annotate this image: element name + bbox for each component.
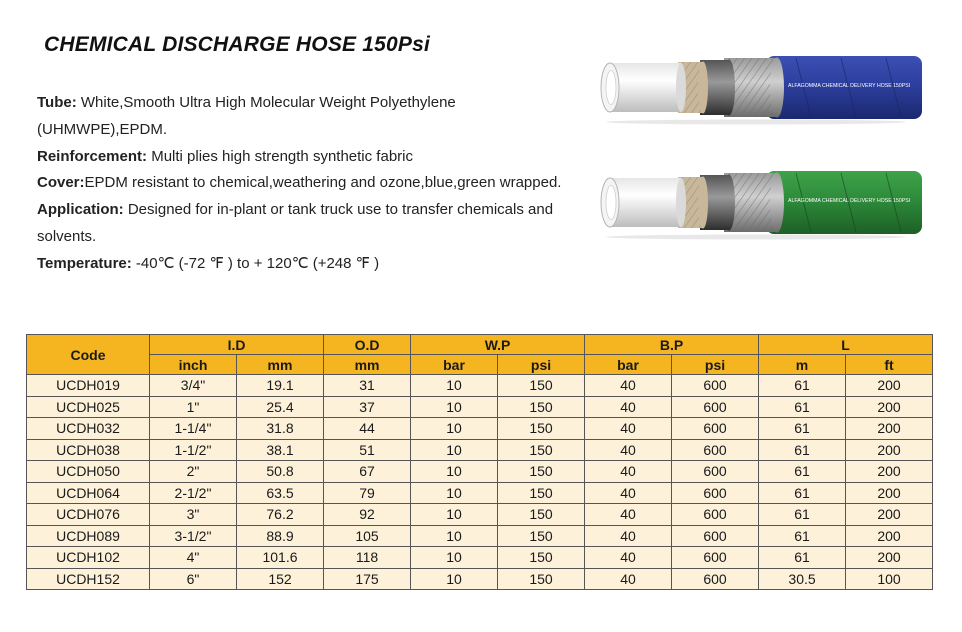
table-cell: 101.6 bbox=[237, 547, 324, 569]
table-cell: 150 bbox=[498, 568, 585, 590]
table-cell: 150 bbox=[498, 547, 585, 569]
table-row bbox=[27, 482, 933, 504]
table-cell: 10 bbox=[411, 418, 498, 440]
table-cell: 63.5 bbox=[237, 482, 324, 504]
spec-application bbox=[37, 197, 567, 251]
table-cell: 10 bbox=[411, 525, 498, 547]
table-cell: 38.1 bbox=[237, 439, 324, 461]
table-cell: 200 bbox=[846, 375, 933, 397]
page-title: CHEMICAL DISCHARGE HOSE 150Psi bbox=[44, 33, 431, 56]
green-hose-image bbox=[596, 165, 926, 240]
spec-text: -40℃ (-72 ℉ ) to + 120℃ (+248 ℉ ) bbox=[131, 254, 380, 272]
table-cell: 51 bbox=[324, 439, 411, 461]
table-cell: 600 bbox=[672, 482, 759, 504]
header-l: L bbox=[759, 335, 933, 355]
table-cell: 19.1 bbox=[237, 375, 324, 397]
table-row bbox=[27, 375, 933, 397]
spec-label: Temperature: bbox=[37, 254, 132, 272]
unit-header: m bbox=[759, 355, 846, 375]
table-row bbox=[27, 547, 933, 569]
code-cell: UCDH102 bbox=[27, 547, 150, 569]
table-cell: 3-1/2" bbox=[150, 525, 237, 547]
table-cell: 600 bbox=[672, 547, 759, 569]
table-row bbox=[27, 439, 933, 461]
table-unit-header-row bbox=[27, 355, 933, 375]
spec-text: Designed for in-plant or tank truck use to transfer chemicals and solvents. bbox=[37, 201, 554, 245]
table-cell: 61 bbox=[759, 547, 846, 569]
table-cell: 600 bbox=[672, 418, 759, 440]
table-cell: 88.9 bbox=[237, 525, 324, 547]
unit-header: psi bbox=[672, 355, 759, 375]
table-cell: 150 bbox=[498, 418, 585, 440]
unit-header: psi bbox=[498, 355, 585, 375]
table-cell: 40 bbox=[585, 504, 672, 526]
hose-print-text: ALFAGOMMA CHEMICAL DELIVERY HOSE 150PSI bbox=[788, 83, 911, 89]
table-cell: 150 bbox=[498, 461, 585, 483]
unit-header: bar bbox=[411, 355, 498, 375]
code-cell: UCDH050 bbox=[27, 461, 150, 483]
hose-print-text: ALFAGOMMA CHEMICAL DELIVERY HOSE 150PSI bbox=[788, 198, 911, 204]
table-cell: 150 bbox=[498, 396, 585, 418]
header-od: O.D bbox=[324, 335, 411, 355]
table-cell: 175 bbox=[324, 568, 411, 590]
table-cell: 152 bbox=[237, 568, 324, 590]
table-cell: 40 bbox=[585, 525, 672, 547]
table-cell: 600 bbox=[672, 461, 759, 483]
table-cell: 10 bbox=[411, 547, 498, 569]
table-cell: 2-1/2" bbox=[150, 482, 237, 504]
spec-label: Application: bbox=[37, 201, 124, 219]
table-cell: 37 bbox=[324, 396, 411, 418]
table-cell: 76.2 bbox=[237, 504, 324, 526]
unit-header: bar bbox=[585, 355, 672, 375]
table-cell: 600 bbox=[672, 504, 759, 526]
unit-header: mm bbox=[324, 355, 411, 375]
table-cell: 10 bbox=[411, 504, 498, 526]
table-body bbox=[27, 375, 933, 590]
table-cell: 31.8 bbox=[237, 418, 324, 440]
spec-description bbox=[37, 90, 567, 278]
table-cell: 200 bbox=[846, 547, 933, 569]
table-row bbox=[27, 418, 933, 440]
table-cell: 10 bbox=[411, 439, 498, 461]
table-cell: 6" bbox=[150, 568, 237, 590]
table-cell: 31 bbox=[324, 375, 411, 397]
table-cell: 200 bbox=[846, 504, 933, 526]
table-cell: 150 bbox=[498, 375, 585, 397]
hose-spec-table bbox=[26, 334, 933, 590]
table-cell: 30.5 bbox=[759, 568, 846, 590]
table-cell: 600 bbox=[672, 375, 759, 397]
header-bp: B.P bbox=[585, 335, 759, 355]
header-code: Code bbox=[27, 335, 150, 375]
table-cell: 10 bbox=[411, 396, 498, 418]
unit-header: mm bbox=[237, 355, 324, 375]
table-row bbox=[27, 461, 933, 483]
table-cell: 61 bbox=[759, 482, 846, 504]
table-group-header-row bbox=[27, 335, 933, 355]
table-cell: 200 bbox=[846, 482, 933, 504]
code-cell: UCDH152 bbox=[27, 568, 150, 590]
table-cell: 61 bbox=[759, 418, 846, 440]
table-cell: 10 bbox=[411, 375, 498, 397]
table-cell: 150 bbox=[498, 482, 585, 504]
table-cell: 150 bbox=[498, 504, 585, 526]
table-row bbox=[27, 396, 933, 418]
table-cell: 150 bbox=[498, 439, 585, 461]
table-cell: 200 bbox=[846, 525, 933, 547]
table-cell: 1" bbox=[150, 396, 237, 418]
table-cell: 2" bbox=[150, 461, 237, 483]
code-cell: UCDH025 bbox=[27, 396, 150, 418]
table-cell: 200 bbox=[846, 461, 933, 483]
table-row bbox=[27, 504, 933, 526]
spec-reinforcement bbox=[37, 144, 567, 171]
table-cell: 79 bbox=[324, 482, 411, 504]
table-cell: 61 bbox=[759, 439, 846, 461]
table-cell: 200 bbox=[846, 439, 933, 461]
table-cell: 61 bbox=[759, 525, 846, 547]
table-cell: 600 bbox=[672, 525, 759, 547]
code-cell: UCDH019 bbox=[27, 375, 150, 397]
table-cell: 92 bbox=[324, 504, 411, 526]
table-row bbox=[27, 525, 933, 547]
code-cell: UCDH038 bbox=[27, 439, 150, 461]
table-cell: 40 bbox=[585, 375, 672, 397]
table-cell: 40 bbox=[585, 396, 672, 418]
table-cell: 10 bbox=[411, 461, 498, 483]
header-wp: W.P bbox=[411, 335, 585, 355]
table-cell: 118 bbox=[324, 547, 411, 569]
code-cell: UCDH032 bbox=[27, 418, 150, 440]
table-cell: 50.8 bbox=[237, 461, 324, 483]
table-cell: 61 bbox=[759, 504, 846, 526]
table-cell: 4" bbox=[150, 547, 237, 569]
spec-text: Multi plies high strength synthetic fabric bbox=[147, 147, 413, 165]
table-cell: 40 bbox=[585, 568, 672, 590]
unit-header: ft bbox=[846, 355, 933, 375]
table-cell: 40 bbox=[585, 418, 672, 440]
table-cell: 3/4" bbox=[150, 375, 237, 397]
table-cell: 600 bbox=[672, 568, 759, 590]
table-cell: 200 bbox=[846, 418, 933, 440]
spec-text: White,Smooth Ultra High Molecular Weight Polyethylene (UHMWPE),EPDM. bbox=[37, 94, 456, 138]
table-cell: 1-1/2" bbox=[150, 439, 237, 461]
unit-header: inch bbox=[150, 355, 237, 375]
table-cell: 40 bbox=[585, 439, 672, 461]
table-cell: 10 bbox=[411, 568, 498, 590]
table-cell: 44 bbox=[324, 418, 411, 440]
table-cell: 40 bbox=[585, 461, 672, 483]
spec-label: Tube: bbox=[37, 94, 77, 111]
table-cell: 1-1/4" bbox=[150, 418, 237, 440]
table-cell: 67 bbox=[324, 461, 411, 483]
spec-label: Reinforcement: bbox=[37, 147, 148, 165]
table-cell: 61 bbox=[759, 461, 846, 483]
spec-tube bbox=[37, 90, 567, 144]
code-cell: UCDH089 bbox=[27, 525, 150, 547]
spec-text: EPDM resistant to chemical,weathering and ozone,blue,green wrapped. bbox=[84, 174, 562, 192]
table-cell: 40 bbox=[585, 547, 672, 569]
table-cell: 3" bbox=[150, 504, 237, 526]
spec-label: Cover: bbox=[37, 174, 85, 192]
table-cell: 61 bbox=[759, 396, 846, 418]
table-cell: 200 bbox=[846, 396, 933, 418]
table-cell: 40 bbox=[585, 482, 672, 504]
table-cell: 105 bbox=[324, 525, 411, 547]
table-row bbox=[27, 568, 933, 590]
table-cell: 150 bbox=[498, 525, 585, 547]
table-cell: 10 bbox=[411, 482, 498, 504]
spec-temperature bbox=[37, 251, 567, 278]
spec-cover bbox=[37, 170, 567, 197]
table-cell: 61 bbox=[759, 375, 846, 397]
header-id: I.D bbox=[150, 335, 324, 355]
table-cell: 25.4 bbox=[237, 396, 324, 418]
blue-hose-image bbox=[596, 50, 926, 125]
table-cell: 600 bbox=[672, 439, 759, 461]
table-cell: 100 bbox=[846, 568, 933, 590]
code-cell: UCDH076 bbox=[27, 504, 150, 526]
code-cell: UCDH064 bbox=[27, 482, 150, 504]
table-cell: 600 bbox=[672, 396, 759, 418]
